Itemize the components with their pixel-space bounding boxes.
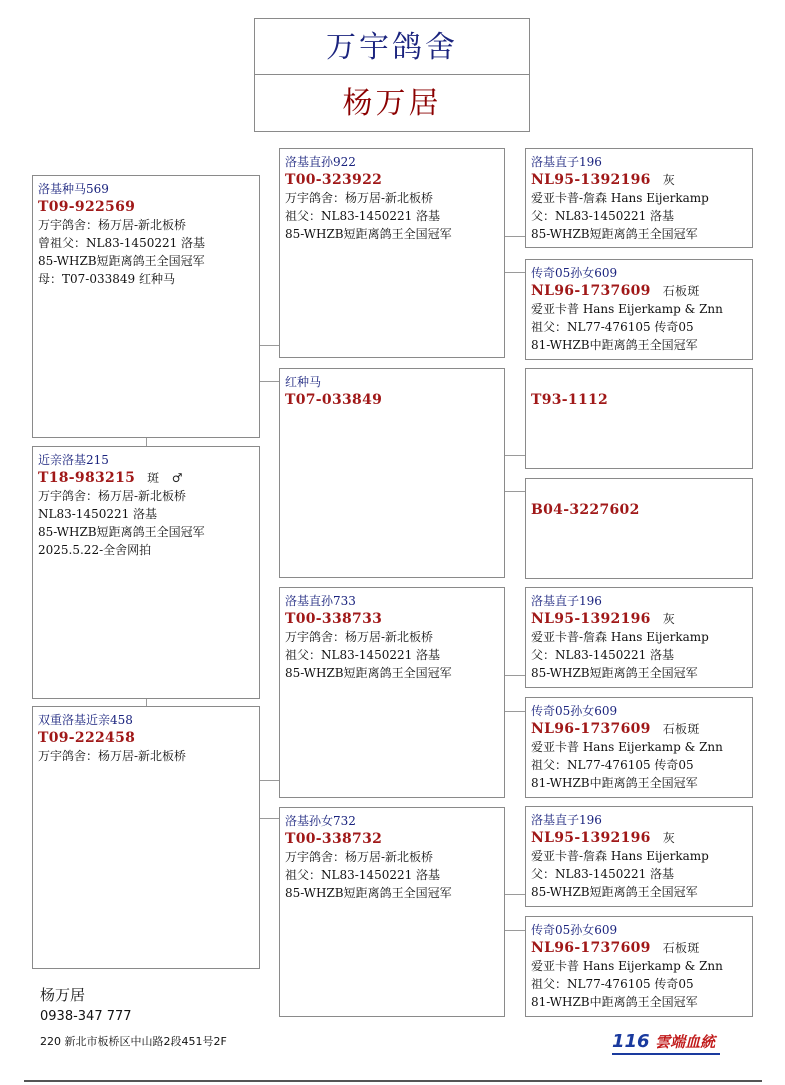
- pedigree-card-gen3-8: [525, 916, 753, 1017]
- ring-number: [38, 469, 254, 487]
- ring-number-text: T07-033849: [285, 392, 383, 408]
- connector-line: [146, 699, 147, 706]
- bird-info-line: 祖父：NL77-476105 传奇05: [531, 977, 694, 991]
- bird-name: 传奇05孙女609: [531, 923, 618, 937]
- bird-info-line: 母：T07-033849 红种马: [38, 272, 175, 286]
- bird-info-line: 曾祖父：NL83-1450221 洛基: [38, 236, 206, 250]
- bird-color: 石板斑: [662, 284, 700, 298]
- bird-info-line: 81-WHZB中距离鸽王全国冠军: [531, 776, 698, 790]
- connector-line: [505, 455, 525, 456]
- bird-info-line: 爱亚卡普-詹森 Hans Eijerkamp: [531, 630, 709, 644]
- bird-color: 石板斑: [662, 941, 700, 955]
- ring-number: [38, 729, 254, 747]
- bird-info-line: 85-WHZB短距离鸽王全国冠军: [285, 886, 452, 900]
- ring-number: [531, 829, 747, 847]
- bird-color: 石板斑: [662, 722, 700, 736]
- bird-info-line: 父：NL83-1450221 洛基: [531, 209, 675, 223]
- ring-number: [285, 830, 499, 848]
- ring-number: [531, 939, 747, 957]
- ring-number-text: T00-338733: [285, 611, 383, 627]
- ring-number-text: NL95-1392196: [531, 611, 651, 627]
- bird-color: 灰: [662, 612, 676, 626]
- bird-name: 近亲洛基215: [38, 453, 109, 467]
- pedigree-card-gen2-2: [279, 368, 505, 578]
- pedigree-card-gen2-1: [279, 148, 505, 358]
- bottom-divider: [24, 1080, 762, 1082]
- bird-info-line: 万宇鸽舍：杨万居-新北板桥: [285, 630, 434, 644]
- bird-info-line: 祖父：NL83-1450221 洛基: [285, 209, 441, 223]
- bird-info-line: 爱亚卡普-詹森 Hans Eijerkamp: [531, 191, 709, 205]
- bird-color: 灰: [662, 173, 676, 187]
- bird-info-line: 2025.5.22-全舍网拍: [38, 543, 152, 557]
- bird-info-line: 85-WHZB短距离鸽王全国冠军: [38, 254, 205, 268]
- bird-info-line: 爱亚卡普 Hans Eijerkamp & Znn: [531, 302, 723, 316]
- bird-color: 灰: [662, 831, 676, 845]
- bird-info-line: 81-WHZB中距离鸽王全国冠军: [531, 338, 698, 352]
- ring-number: [285, 610, 499, 628]
- bird-info-line: 祖父：NL77-476105 传奇05: [531, 758, 694, 772]
- connector-line: [505, 272, 525, 273]
- bird-info-line: NL83-1450221 洛基: [38, 507, 158, 521]
- bird-info-line: 万宇鸽舍：杨万居-新北板桥: [38, 218, 187, 232]
- bird-name: 洛基直子196: [531, 155, 602, 169]
- ring-number: [531, 282, 747, 300]
- bird-info-line: 85-WHZB短距离鸽王全国冠军: [285, 666, 452, 680]
- loft-name-header: 万宇鸽舍: [254, 18, 530, 75]
- bird-info-line: 万宇鸽舍：杨万居-新北板桥: [38, 489, 187, 503]
- bird-info-line: 85-WHZB短距离鸽王全国冠军: [531, 885, 698, 899]
- pedigree-card-gen3-6: [525, 697, 753, 798]
- ring-number-text: T09-222458: [38, 730, 136, 746]
- ring-number: [531, 720, 747, 738]
- bird-info-line: 父：NL83-1450221 洛基: [531, 867, 675, 881]
- ring-number-text: T18-983215: [38, 470, 136, 486]
- connector-line: [505, 675, 525, 676]
- connector-line: [505, 236, 525, 237]
- logo-text: 雲端血統: [655, 1033, 716, 1051]
- bird-name: 洛基直子196: [531, 594, 602, 608]
- ring-number-text: B04-3227602: [531, 502, 640, 518]
- ring-number-text: T93-1112: [531, 392, 609, 408]
- bird-name: 洛基直孙922: [285, 155, 356, 169]
- bird-info-line: 爱亚卡普-詹森 Hans Eijerkamp: [531, 849, 709, 863]
- ring-number-text: T00-323922: [285, 172, 383, 188]
- brand-logo: [612, 1031, 715, 1052]
- ring-number: [531, 391, 747, 409]
- bird-name: [531, 373, 747, 391]
- logo-underline: [612, 1053, 720, 1055]
- pedigree-card-subject: [32, 446, 260, 699]
- connector-line: [260, 345, 279, 346]
- connector-line: [505, 930, 525, 931]
- bird-info-line: 祖父：NL83-1450221 洛基: [285, 868, 441, 882]
- pedigree-card-gen3-3: [525, 368, 753, 469]
- ring-number: [531, 610, 747, 628]
- logo-number: 116: [612, 1031, 650, 1052]
- bird-name: 洛基种马569: [38, 182, 109, 196]
- ring-number: [285, 391, 499, 409]
- ring-number: [285, 171, 499, 189]
- ring-number-text: NL95-1392196: [531, 830, 651, 846]
- pedigree-card-gen2-3: [279, 587, 505, 798]
- bird-name: 红种马: [285, 375, 322, 389]
- bird-name: 洛基直子196: [531, 813, 602, 827]
- bird-info-line: 祖父：NL83-1450221 洛基: [285, 648, 441, 662]
- bird-name: 传奇05孙女609: [531, 266, 618, 280]
- bird-info-line: 85-WHZB短距离鸽王全国冠军: [38, 525, 205, 539]
- connector-line: [260, 780, 279, 781]
- bird-info-line: 万宇鸽舍：杨万居-新北板桥: [285, 191, 434, 205]
- bird-info-line: 父：NL83-1450221 洛基: [531, 648, 675, 662]
- footer-owner: 杨万居: [40, 986, 86, 1004]
- ring-number-text: NL96-1737609: [531, 283, 651, 299]
- bird-info-line: 85-WHZB短距离鸽王全国冠军: [531, 666, 698, 680]
- bird-info-line: 85-WHZB短距离鸽王全国冠军: [285, 227, 452, 241]
- ring-number-text: NL96-1737609: [531, 721, 651, 737]
- bird-color: 斑 ♂: [147, 471, 183, 485]
- pedigree-card-gen3-7: [525, 806, 753, 907]
- pedigree-card-dam: [32, 706, 260, 969]
- bird-name: 传奇05孙女609: [531, 704, 618, 718]
- pedigree-card-gen2-4: [279, 807, 505, 1017]
- bird-name: 洛基直孙733: [285, 594, 356, 608]
- connector-line: [505, 711, 525, 712]
- bird-info-line: 万宇鸽舍：杨万居-新北板桥: [285, 850, 434, 864]
- pedigree-card-gen3-5: [525, 587, 753, 688]
- bird-name: 洛基孙女732: [285, 814, 356, 828]
- connector-line: [505, 491, 525, 492]
- owner-name-header: 杨万居: [254, 74, 530, 132]
- bird-info-line: 爱亚卡普 Hans Eijerkamp & Znn: [531, 959, 723, 973]
- bird-info-line: 万宇鸽舍：杨万居-新北板桥: [38, 749, 187, 763]
- ring-number-text: T00-338732: [285, 831, 383, 847]
- connector-line: [260, 381, 279, 382]
- bird-name: [531, 483, 747, 501]
- bird-info-line: 爱亚卡普 Hans Eijerkamp & Znn: [531, 740, 723, 754]
- pedigree-card-gen3-2: [525, 259, 753, 360]
- ring-number: [531, 171, 747, 189]
- connector-line: [146, 438, 147, 446]
- ring-number: [531, 501, 747, 519]
- bird-info-line: 祖父：NL77-476105 传奇05: [531, 320, 694, 334]
- ring-number-text: NL96-1737609: [531, 940, 651, 956]
- ring-number: [38, 198, 254, 216]
- pedigree-card-gen3-4: [525, 478, 753, 579]
- bird-info-line: 85-WHZB短距离鸽王全国冠军: [531, 227, 698, 241]
- pedigree-card-gen3-1: [525, 148, 753, 248]
- connector-line: [505, 894, 525, 895]
- ring-number-text: T09-922569: [38, 199, 136, 215]
- pedigree-card-sire: [32, 175, 260, 438]
- bird-name: 双重洛基近亲458: [38, 713, 133, 727]
- footer-address: 220 新北市板桥区中山路2段451号2F: [40, 1035, 227, 1048]
- connector-line: [260, 818, 279, 819]
- ring-number-text: NL95-1392196: [531, 172, 651, 188]
- bird-info-line: 81-WHZB中距离鸽王全国冠军: [531, 995, 698, 1009]
- footer-phone: 0938-347 777: [40, 1009, 132, 1024]
